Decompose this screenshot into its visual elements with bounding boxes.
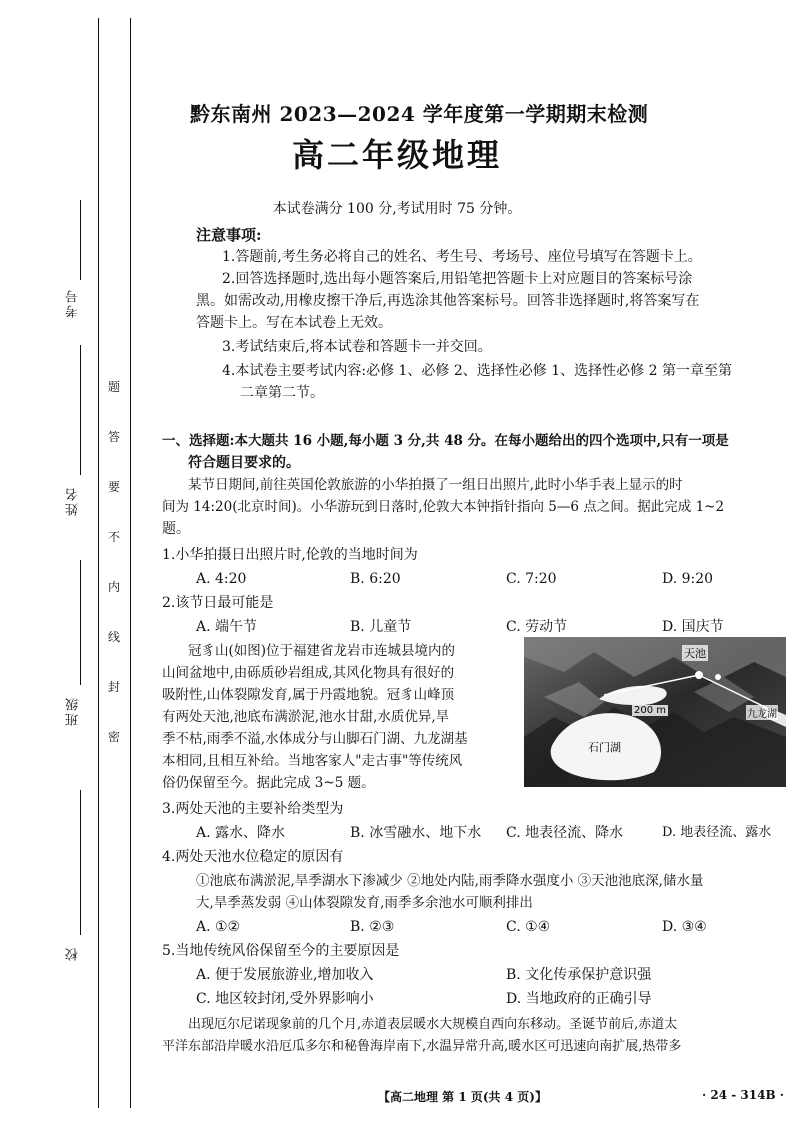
seal-char: 不	[108, 530, 121, 544]
question-1-option-b[interactable]: B. 6:20	[350, 571, 401, 587]
passage-line: 本相同,且相互补给。当地客家人"走古事"等传统风	[162, 753, 463, 769]
notice-heading: 注意事项:	[196, 226, 262, 244]
question-3-stem: 3.两处天池的主要补给类型为	[162, 801, 344, 817]
map-label-200m: 200 m	[634, 705, 667, 716]
map-label-jiulonghu: 九龙湖	[746, 705, 778, 720]
field-class-label: 班级	[66, 696, 81, 726]
seal-char: 内	[108, 580, 121, 594]
question-4-stem: 4.两处天池水位稳定的原因有	[162, 849, 344, 865]
exam-title: 黔东南州 2023—2024 学年度第一学期期末检测	[190, 102, 649, 126]
question-4-option-c[interactable]: C. ①④	[506, 919, 551, 935]
field-name-line[interactable]	[80, 345, 81, 475]
passage-line: 某节日期间,前往英国伦敦旅游的小华拍摄了一组日出照片,此时小华手表上显示的时	[188, 477, 683, 493]
passage-line: 平洋东部沿岸暖水沿厄瓜多尔和秘鲁海岸南下,水温异常升高,暖水区可迅速向南扩展,热带多	[162, 1039, 682, 1054]
passage-line: 季不枯,雨季不溢,水体成分与山脚石门湖、九龙湖基	[162, 731, 468, 747]
question-3-option-b[interactable]: B. 冰雪融水、地下水	[350, 825, 482, 841]
notice-line: 3.考试结束后,将本试卷和答题卡一并交回。	[222, 339, 492, 355]
notice-line: 二章第二节。	[240, 385, 324, 401]
question-2-stem: 2.该节日最可能是	[162, 595, 274, 611]
question-5-stem: 5.当地传统风俗保留至今的主要原因是	[162, 943, 400, 959]
field-exam-number-label: 考号	[66, 288, 81, 318]
field-class-line[interactable]	[80, 560, 81, 685]
notice-line: 2.回答选择题时,选出每小题答案后,用铅笔把答题卡上对应题目的答案标号涂	[222, 271, 693, 287]
section-heading-cont: 符合题目要求的。	[188, 455, 300, 471]
question-2-option-d[interactable]: D. 国庆节	[662, 619, 724, 635]
notice-line: 1.答题前,考生务必将自己的姓名、考生号、考场号、座位号填写在答题卡上。	[222, 249, 702, 265]
page-footer: 【高二地理 第 1 页(共 4 页)】	[378, 1090, 547, 1104]
question-1-option-a[interactable]: A. 4:20	[196, 571, 247, 587]
seal-char: 线	[108, 630, 121, 644]
question-1-option-c[interactable]: C. 7:20	[506, 571, 557, 587]
guanzhai-mountain-map	[524, 637, 786, 787]
question-4-statements: ①池底布满淤泥,旱季湖水下渗减少 ②地处内陆,雨季降水强度小 ③天池池底深,储水量	[196, 873, 704, 889]
question-4-option-d[interactable]: D. ③④	[662, 919, 707, 935]
question-4-statements-cont: 大,旱季蒸发弱 ④山体裂隙发育,雨季多余池水可顺利排出	[196, 895, 533, 911]
passage-line: 题。	[162, 521, 190, 537]
passage-line: 有两处天池,池底布满淤泥,池水甘甜,水质优异,旱	[162, 709, 450, 725]
section-heading: 一、选择题:本大题共 16 小题,每小题 3 分,共 48 分。在每小题给出的四个选项中,只有一项是	[162, 433, 729, 449]
passage-line: 出现厄尔尼诺现象前的几个月,赤道表层暖水大规模自西向东移动。圣诞节前后,赤道太	[188, 1017, 678, 1032]
question-3-option-a[interactable]: A. 露水、降水	[196, 825, 286, 841]
passage-line: 冠豸山(如图)位于福建省龙岩市连城县境内的	[188, 643, 456, 659]
passage-line: 吸附性,山体裂隙发育,属于丹霞地貌。冠豸山峰顶	[162, 687, 455, 703]
question-5-option-b[interactable]: B. 文化传承保护意识强	[506, 967, 652, 983]
notice-line: 4.本试卷主要考试内容:必修 1、必修 2、选择性必修 1、选择性必修 2 第一章至第	[222, 363, 732, 379]
seal-char: 题	[108, 380, 121, 394]
seal-char: 密	[108, 730, 121, 744]
question-2-option-b[interactable]: B. 儿童节	[350, 619, 412, 635]
field-school-line[interactable]	[80, 790, 81, 935]
question-2-option-a[interactable]: A. 端午节	[196, 619, 258, 635]
question-5-option-c[interactable]: C. 地区较封闭,受外界影响小	[196, 991, 374, 1007]
question-1-option-d[interactable]: D. 9:20	[662, 571, 714, 587]
question-1-stem: 1.小华拍摄日出照片时,伦敦的当地时间为	[162, 547, 418, 563]
binding-line-left	[98, 18, 99, 1108]
page-code: · 24 - 314B ·	[702, 1088, 784, 1102]
passage-line: 山间盆地中,由砾质砂岩组成,其风化物具有很好的	[162, 665, 455, 681]
seal-char: 要	[108, 480, 121, 494]
question-3-option-c[interactable]: C. 地表径流、降水	[506, 825, 624, 841]
seal-char: 答	[108, 430, 121, 444]
binding-line-right	[130, 18, 131, 1108]
question-5-option-d[interactable]: D. 当地政府的正确引导	[506, 991, 652, 1007]
exam-info: 本试卷满分 100 分,考试用时 75 分钟。	[272, 201, 522, 217]
question-2-option-c[interactable]: C. 劳动节	[506, 619, 568, 635]
notice-line: 答题卡上。写在本试卷上无效。	[196, 315, 392, 331]
map-label-tianchi: 天池	[684, 647, 706, 660]
map-label-shimenhu: 石门湖	[588, 741, 621, 754]
question-3-option-d[interactable]: D. 地表径流、露水	[662, 825, 772, 840]
passage-line: 间为 14:20(北京时间)。小华游玩到日落时,伦敦大本钟指针指向 5—6 点之间。据此完成 1~2	[162, 499, 725, 515]
subject-title: 高二年级地理	[291, 136, 502, 174]
notice-line: 黑。如需改动,用橡皮擦干净后,再选涂其他答案标号。回答非选择题时,将答案写在	[196, 293, 700, 309]
question-5-option-a[interactable]: A. 便于发展旅游业,增加收入	[196, 967, 374, 983]
seal-char: 封	[108, 680, 121, 694]
field-school-label: 校	[66, 946, 81, 961]
passage-line: 俗仍保留至今。据此完成 3~5 题。	[162, 775, 375, 791]
question-4-option-b[interactable]: B. ②③	[350, 919, 395, 935]
question-4-option-a[interactable]: A. ①②	[196, 919, 241, 935]
field-name-label: 姓名	[66, 486, 81, 516]
